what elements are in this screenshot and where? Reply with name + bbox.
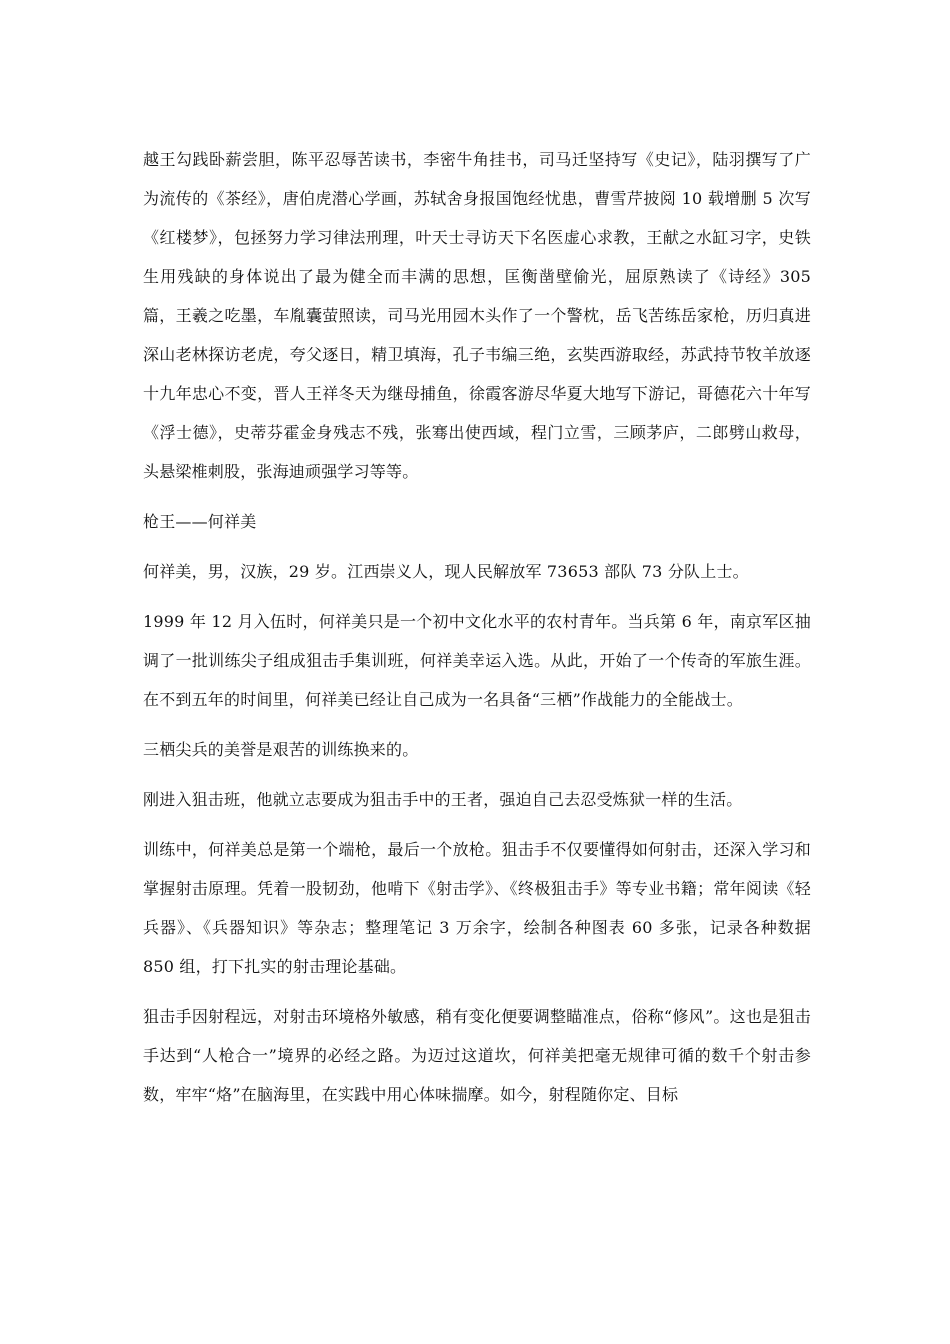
enlistment-paragraph: 1999 年 12 月入伍时，何祥美只是一个初中文化水平的农村青年。当兵第 6 年，南京军区抽调了一批训练尖子组成狙击手集训班，何祥美幸运入选。从此，开始了一个传奇的军旅生涯。在不到五年的时间里，何祥美已经让自己成为一名具备“三栖”作战能力的全能战士。 bbox=[143, 612, 811, 709]
wind-adjustment-paragraph: 狙击手因射程远，对射击环境格外敏感，稍有变化便要调整瞄准点，俗称“修风”。这也是狙击手达到“人枪合一”境界的必经之路。为迈过这道坎，何祥美把毫无规律可循的数千个射击参数，牢牢“烙”在脑海里，在实践中用心体味揣摩。如今，射程随你定、目标 bbox=[143, 1007, 811, 1104]
training-summary-paragraph: 三栖尖兵的美誉是艰苦的训练换来的。 bbox=[143, 740, 419, 759]
section-heading: 枪王——何祥美 bbox=[143, 512, 257, 531]
sniper-class-paragraph: 刚进入狙击班，他就立志要成为狙击手中的王者，强迫自己去忍受炼狱一样的生活。 bbox=[143, 790, 743, 809]
intro-paragraph: 越王勾践卧薪尝胆，陈平忍辱苦读书，李密牛角挂书，司马迁坚持写《史记》，陆羽撰写了广为流传的《茶经》，唐伯虎潜心学画，苏轼舍身报国饱经忧患，曹雪芹披阅 10 载增删 5 次写《红楼梦》，包拯努力学习律法刑理，叶天士寻访天下名医虚心求教，王献之水缸习字，史铁生用残缺的身体说出了最为健全而丰满的思想，匡衡凿壁偷光，屈原熟读了《诗经》305 篇，王羲之吃墨，车胤囊萤照读，司马光用园木头作了一个警枕，岳飞苦练岳家枪，历归真进深山老林探访老虎，夸父逐日，精卫填海，孔子韦编三绝，玄奘西游取经，苏武持节牧羊放逐十九年忠心不变，晋人王祥冬天为继母捕鱼，徐霞客游尽华夏大地写下游记，哥德花六十年写《浮士德》，史蒂芬霍金身残志不残，张骞出使西域，程门立雪，三顾茅庐，二郎劈山救母，头悬梁椎刺股，张海迪顽强学习等等。 bbox=[143, 150, 811, 481]
training-detail-paragraph: 训练中，何祥美总是第一个端枪，最后一个放枪。狙击手不仅要懂得如何射击，还深入学习和掌握射击原理。凭着一股韧劲，他啃下《射击学》、《终极狙击手》等专业书籍；常年阅读《轻兵器》、《兵器知识》等杂志；整理笔记 3 万余字，绘制各种图表 60 多张，记录各种数据 850 组，打下扎实的射击理论基础。 bbox=[143, 840, 811, 976]
document-body bbox=[143, 140, 811, 1114]
profile-paragraph: 何祥美，男，汉族，29 岁。江西崇义人，现人民解放军 73653 部队 73 分队上士。 bbox=[143, 562, 749, 581]
